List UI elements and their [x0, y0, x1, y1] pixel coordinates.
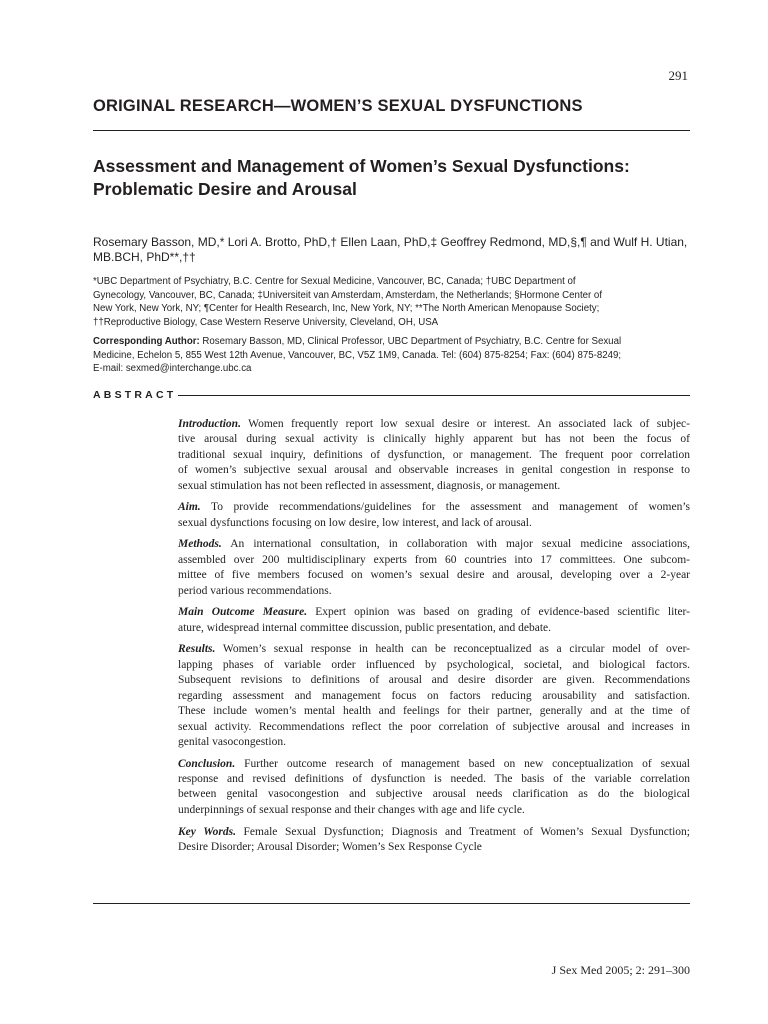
introduction-label: Introduction.: [178, 418, 241, 430]
affiliation-line: New York, New York, NY; ¶Center for Health Research, Inc, New York, NY; **The North American Menopause Society;: [93, 303, 600, 314]
bottom-rule: [93, 903, 690, 904]
journal-citation: J Sex Med 2005; 2: 291–300: [551, 963, 690, 977]
abstract-body: [178, 417, 690, 862]
corresponding-email: E-mail: sexmed@interchange.ubc.ca: [93, 363, 252, 374]
title-line-1: Assessment and Management of Women’s Sexual Dysfunctions:: [93, 156, 630, 176]
page-number: 291: [668, 68, 688, 83]
abstract-rule: [178, 395, 690, 396]
abstract-results: Results. Women’s sexual response in health can be reconceptualized as a circular model of over- lapping phases of variable order influenced by psychological, societal, and biological factors. Subsequent revisions to definitions of arousal and desire disorder are given. Recommendations regarding assessment and management focus on factors reducing arousability and satisfaction. These include women’s mental health and feelings for their partner, generally and at the time of sexual activity. Recommendations reflect the poor correlation of subjective arousal and increases in genital vasocongestion.: [178, 643, 690, 748]
corresponding-line-2: Medicine, Echelon 5, 855 West 12th Avenue, Vancouver, BC, V5Z 1M9, Canada. Tel: (604) 875-8254; Fax: (604) 875-8249;: [93, 349, 622, 361]
article-title: [93, 155, 693, 201]
corresponding-label: Corresponding Author:: [93, 336, 200, 347]
abstract-key-words: Key Words. Female Sexual Dysfunction; Diagnosis and Treatment of Women’s Sexual Dysfunction; Desire Disorder; Arousal Disorder; Women’s Sex Response Cycle: [178, 825, 690, 853]
section-label: ORIGINAL RESEARCH—WOMEN’S SEXUAL DYSFUNCTIONS: [93, 97, 583, 115]
abstract-methods: Methods. An international consultation, in collaboration with major sexual medicine associations, assembled over 200 multidisciplinary experts from 60 countries into 17 committees. One subcom- mittee of five members focused on women’s sexual desire and arousal, developing over a 2-year period various recommendations.: [178, 538, 690, 597]
author-list: Rosemary Basson, MD,* Lori A. Brotto, PhD,† Ellen Laan, PhD,‡ Geoffrey Redmond, MD,§,¶ and Wulf H. Utian, MB.BCH, PhD**,††: [93, 235, 688, 264]
key-words-label: Key Words.: [178, 825, 236, 838]
corresponding-text: Rosemary Basson, MD, Clinical Professor, UBC Department of Psychiatry, B.C. Centre for Sexual: [199, 336, 622, 347]
conclusion-label: Conclusion.: [178, 757, 236, 770]
abstract-label: ABSTRACT: [93, 389, 177, 401]
affiliations: [93, 275, 693, 329]
results-label: Results.: [178, 643, 216, 656]
top-rule: [93, 130, 690, 131]
corresponding-author: [93, 335, 693, 376]
affiliation-line: ††Reproductive Biology, Case Western Reserve University, Cleveland, OH, USA: [93, 316, 439, 328]
abstract-header: [93, 389, 690, 401]
corresponding-line-1: [93, 335, 693, 349]
methods-label: Methods.: [178, 538, 222, 551]
abstract-introduction: Introduction. Women frequently report low sexual desire or interest. An associated lack of subjec- tive arousal during sexual activity is clinically highly apparent but has not been the focus of traditional sexual inquiry, definitions of dysfunction, or management. The frequent poor correlation of women’s subjective sexual arousal and observable increases in genital congestion in response to sexual stimulation has not been reflected in assessment, diagnosis, or management.: [178, 418, 690, 492]
abstract-aim: Aim. To provide recommendations/guidelines for the assessment and management of women’s sexual dysfunctions focusing on low desire, low interest, and lack of arousal.: [178, 501, 690, 529]
abstract-main-outcome: Main Outcome Measure. Expert opinion was based on grading of evidence-based scientific liter- ature, widespread internal committee discussion, public presentation, and debate.: [178, 606, 690, 634]
aim-label: Aim.: [178, 501, 201, 514]
affiliation-line: *UBC Department of Psychiatry, B.C. Centre for Sexual Medicine, Vancouver, BC, Canada; †UBC Department of: [93, 276, 576, 287]
abstract-conclusion: Conclusion. Further outcome research of management based on new conceptualization of sexual response and revised definitions of dysfunction is needed. The basis of the variable correlation between genital vasocongestion and subjective arousal needs clarification as do the biological underpinnings of sexual response and their changes with age and life cycle.: [178, 757, 690, 816]
affiliation-line: Gynecology, Vancouver, BC, Canada; ‡Universiteit van Amsterdam, Amsterdam, the Netherlands; §Hormone Center of: [93, 289, 603, 301]
main-outcome-label: Main Outcome Measure.: [178, 606, 308, 619]
title-line-2: Problematic Desire and Arousal: [93, 179, 357, 199]
